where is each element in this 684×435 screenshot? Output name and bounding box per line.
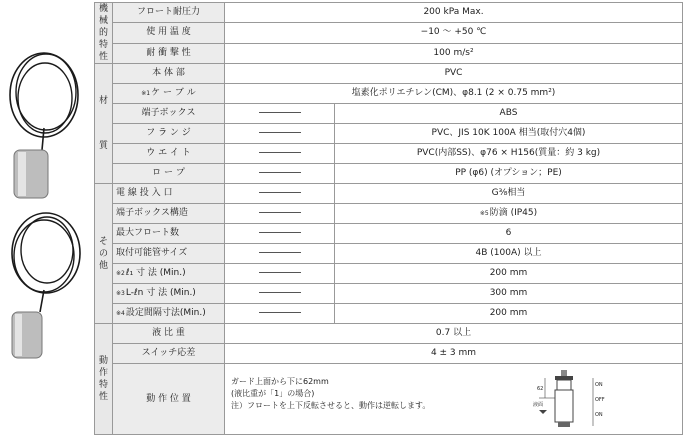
table-row (95, 304, 683, 324)
spec-value: −10 〜 +50 ℃ (225, 23, 683, 43)
spec-value: 200 mm (335, 264, 683, 284)
op-line-1: ガード上面から下に62mm (231, 377, 329, 386)
note-mark: ※5 (479, 210, 489, 217)
empty-dash (225, 244, 335, 264)
spec-value: ABS (335, 104, 683, 124)
spec-value: 200 kPa Max. (225, 3, 683, 23)
table-row (95, 164, 683, 184)
group-material: 材 質 (95, 64, 113, 184)
spec-value-box: $^{※5}$防滴 (IP45) (335, 204, 683, 224)
spec-label: ロ ー プ (113, 164, 225, 184)
spec-label: 液 比 重 (113, 324, 225, 344)
table-row (95, 344, 683, 364)
operation-diagram (525, 368, 615, 430)
fig-dim: 62 (537, 386, 544, 392)
table-row (95, 104, 683, 124)
table-row (95, 184, 683, 204)
note-mark: ※1 (141, 90, 151, 97)
table-row (95, 284, 683, 304)
group-other: その他 (95, 184, 113, 324)
group-mechanical: 機械的特性 (95, 3, 113, 64)
product-photo (0, 0, 94, 420)
table-row (95, 84, 683, 104)
empty-dash (225, 184, 335, 204)
op-line-3: 注）フロートを上下反転させると、動作は逆転します。 (231, 401, 431, 410)
spec-label: 電 線 投 入 口 (113, 184, 225, 204)
spec-label-lln: $^{※3}$L-ℓn 寸 法 (Min.) (113, 284, 225, 304)
note-mark: ※4 (116, 310, 125, 317)
table-row (95, 23, 683, 43)
spec-label: フロート耐圧力 (113, 3, 225, 23)
spec-label: 最大フロート数 (113, 224, 225, 244)
fig-off: OFF (595, 397, 605, 403)
group-operation: 動作特性 (95, 324, 113, 435)
spec-value: 0.7 以上 (225, 324, 683, 344)
spec-table (94, 2, 683, 435)
spec-label: 使 用 温 度 (113, 23, 225, 43)
table-row (95, 64, 683, 84)
float-switch-upper (10, 53, 78, 198)
table-row (95, 204, 683, 224)
spec-value: 4B (100A) 以上 (335, 244, 683, 264)
spec-value: 4 ± 3 mm (225, 344, 683, 364)
op-position-cell (225, 364, 683, 435)
spec-label: フ ラ ン ジ (113, 124, 225, 144)
empty-dash (225, 164, 335, 184)
spec-value: PVC、JIS 10K 100A 相当(取付穴4個) (335, 124, 683, 144)
spec-label: 耐 衝 撃 性 (113, 43, 225, 63)
fig-on2: ON (595, 412, 603, 418)
table-row (95, 43, 683, 63)
spec-label-spacing: $^{※4}$設定間隔寸法(Min.) (113, 304, 225, 324)
table-row (95, 324, 683, 344)
spec-value: 300 mm (335, 284, 683, 304)
spec-value: G⅜相当 (335, 184, 683, 204)
table-row (95, 224, 683, 244)
spec-value: PVC(内部SS)、φ76 × H156(質量：約 3 kg) (335, 144, 683, 164)
note-mark: ※3 (116, 290, 125, 297)
table-row (95, 364, 683, 435)
op-line-2: (液比重が「1」の場合) (231, 389, 315, 398)
spec-value: 200 mm (335, 304, 683, 324)
table-row (95, 144, 683, 164)
empty-dash (225, 124, 335, 144)
spec-label: スイッチ応差 (113, 344, 225, 364)
table-row (95, 264, 683, 284)
spec-label: ウ エ イ ト (113, 144, 225, 164)
table-row (95, 244, 683, 264)
table-row (95, 3, 683, 23)
table-row (95, 124, 683, 144)
spec-label-l1: $^{※2}$ℓ₁ 寸 法 (Min.) (113, 264, 225, 284)
spec-label-cable: $^{※1}$ケ ー ブ ル (113, 84, 225, 104)
empty-dash (225, 264, 335, 284)
spec-value: PP (φ6) (オプション；PE) (335, 164, 683, 184)
spec-value: 100 m/s² (225, 43, 683, 63)
empty-dash (225, 144, 335, 164)
empty-dash (225, 224, 335, 244)
empty-dash (225, 304, 335, 324)
empty-dash (225, 104, 335, 124)
spec-value: 塩素化ポリエチレン(CM)、φ8.1 (2 × 0.75 mm²) (225, 84, 683, 104)
note-mark: ※2 (116, 270, 125, 277)
spec-label: 取付可能管サイズ (113, 244, 225, 264)
spec-value: PVC (225, 64, 683, 84)
spec-label: 端子ボックス構造 (113, 204, 225, 224)
float-switch-lower (12, 213, 80, 358)
spec-label: 端子ボックス (113, 104, 225, 124)
spec-value: 6 (335, 224, 683, 244)
empty-dash (225, 204, 335, 224)
fig-liquid: 液面 (533, 402, 544, 408)
spec-label: 動 作 位 置 (113, 364, 225, 435)
empty-dash (225, 284, 335, 304)
fig-on1: ON (595, 382, 603, 388)
spec-label: 本 体 部 (113, 64, 225, 84)
